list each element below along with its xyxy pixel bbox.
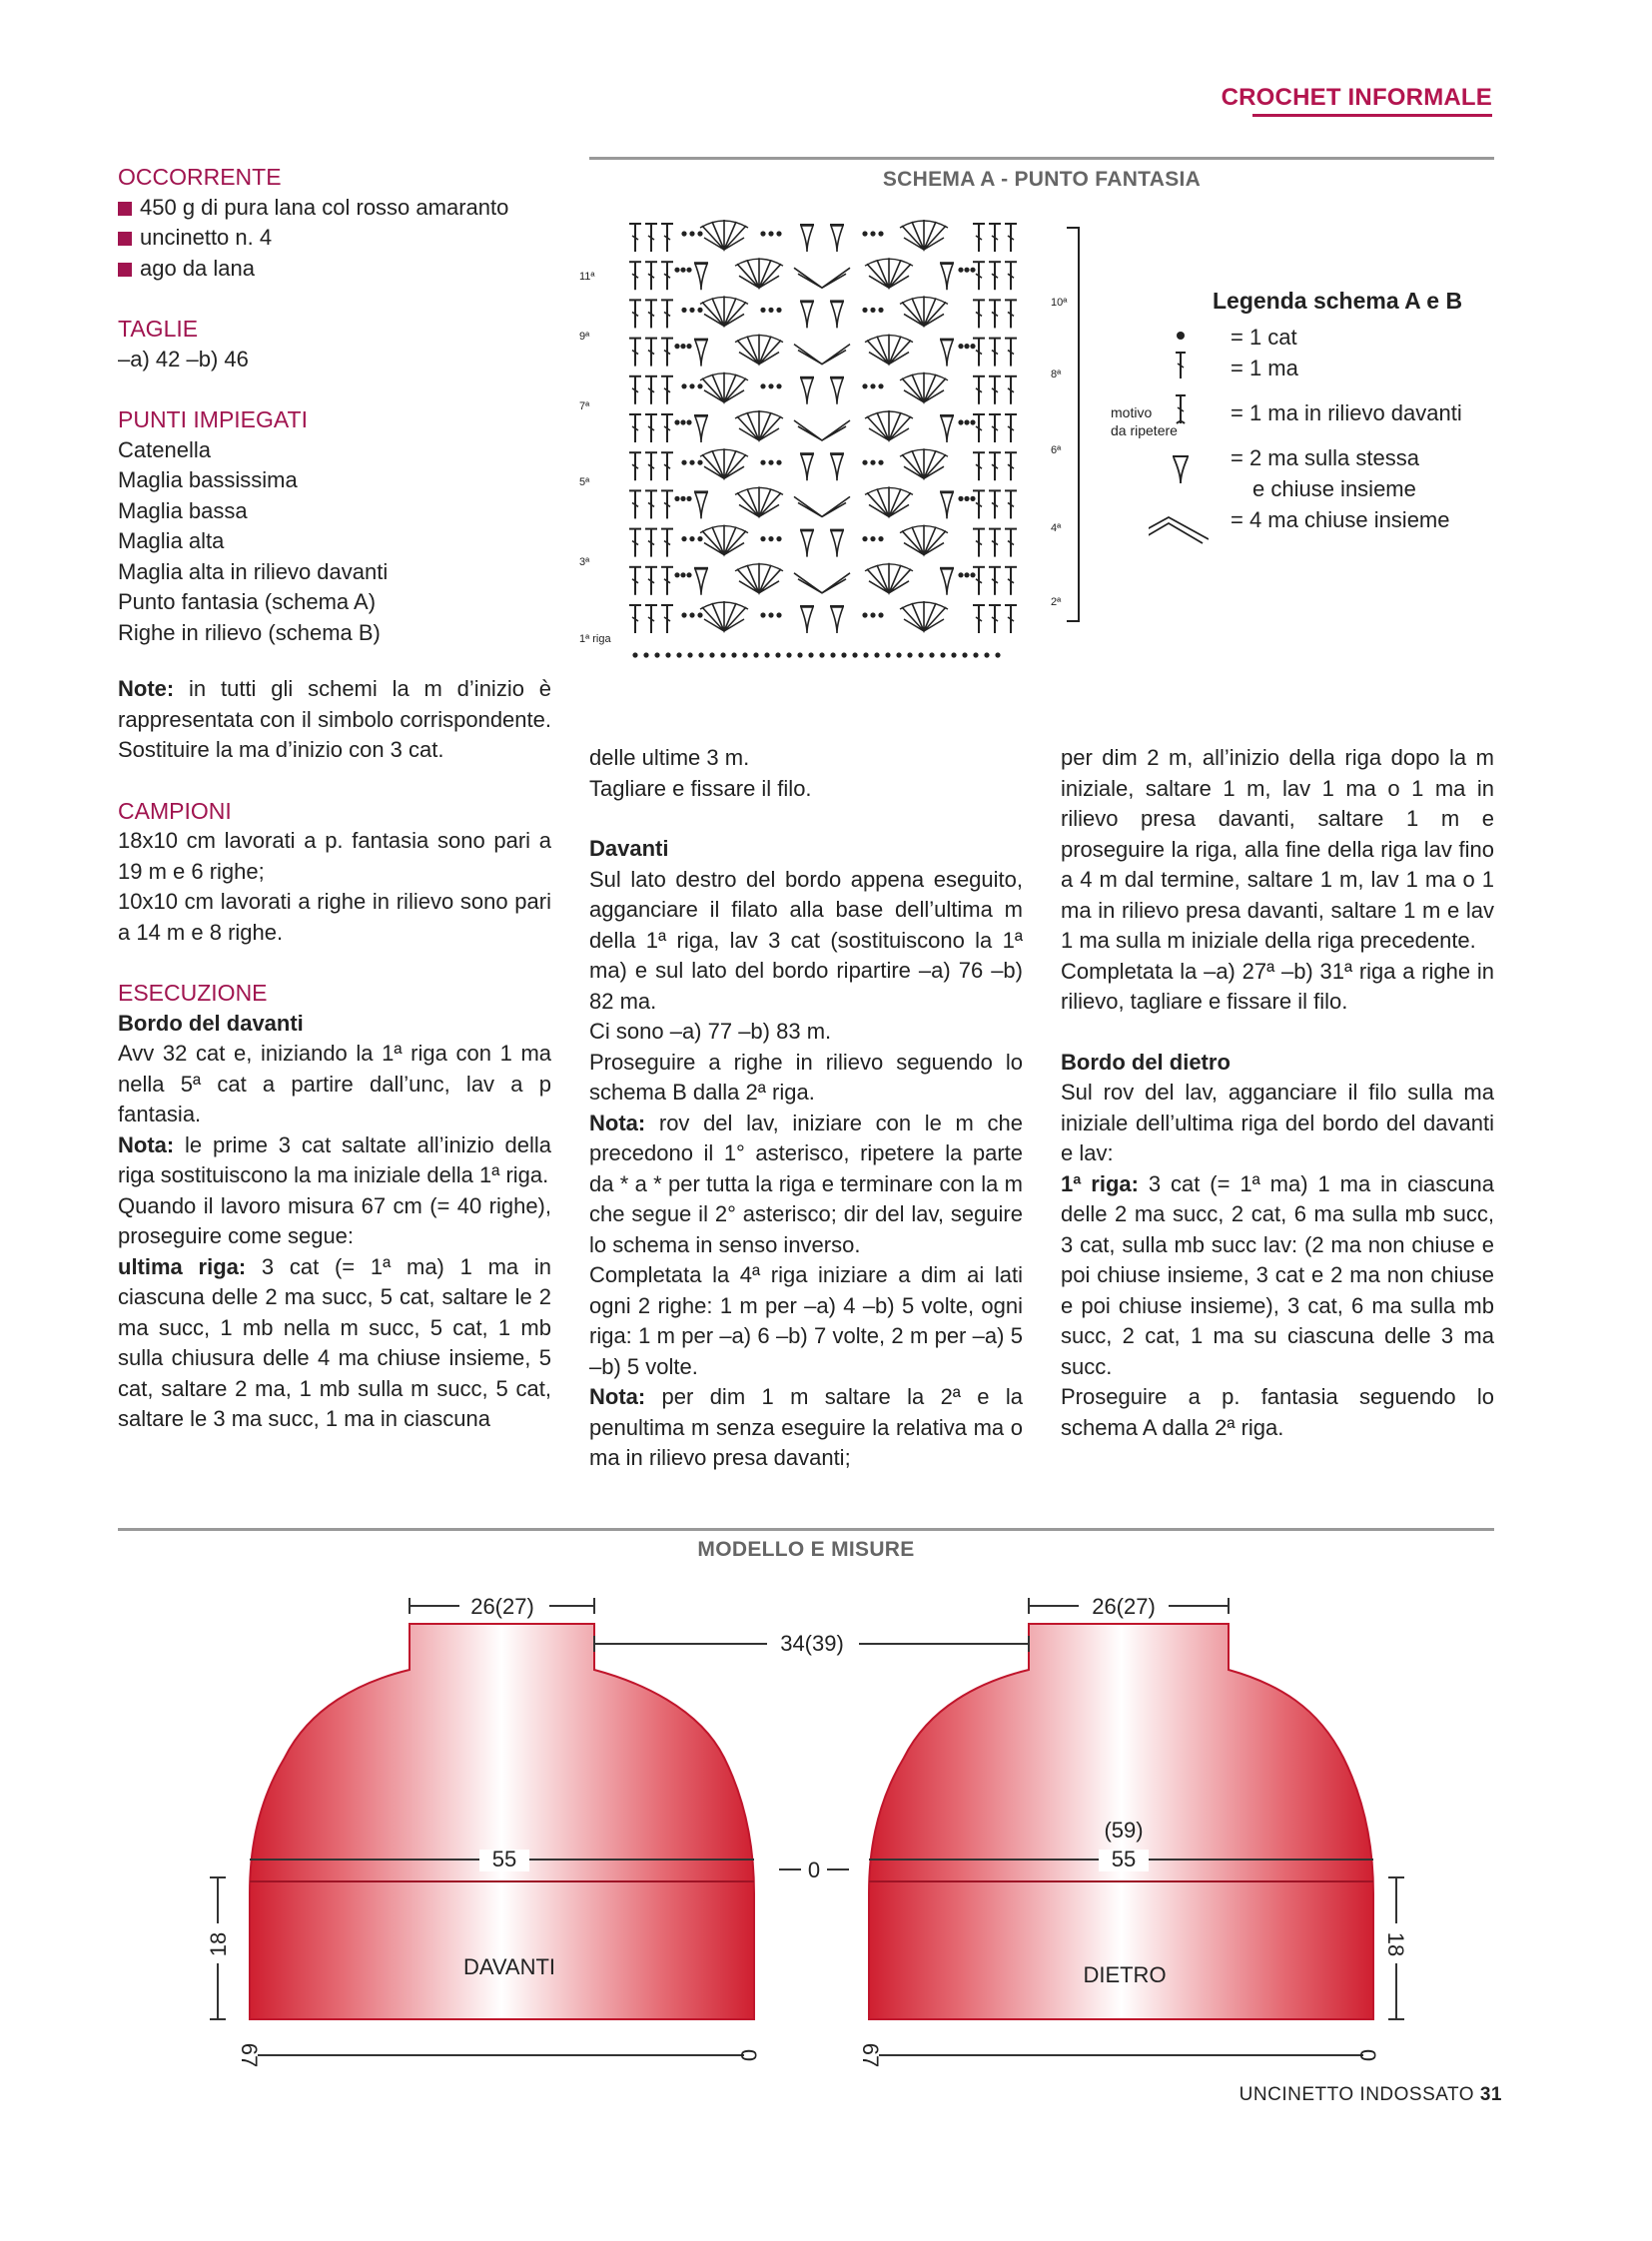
schema-title: SCHEMA A - PUNTO FANTASIA [882,168,1202,191]
materials-item: 450 g di pura lana col rosso amaranto [118,193,551,224]
model-title: MODELLO E MISURE [697,1538,915,1561]
execution-subtitle: Bordo del davanti [118,1010,304,1036]
execution-title: ESECUZIONE [118,980,268,1006]
legend-items [1231,322,1462,535]
legend-title: Legenda schema A e B [1213,288,1463,314]
front-post-icon [1176,395,1186,423]
row-label: 4ª [1051,522,1062,534]
border-back-measure: 18 [1383,1931,1408,1957]
col3-p2: Completata la –a) 27ª –b) 31ª riga a righe in rilievo, tagliare e fissare il filo. [1061,958,1494,1014]
stitch-item: Righe in rilievo (schema B) [118,619,381,645]
shoulder-measure: 34(39) [780,1631,844,1656]
garment-diagram [0,1578,1652,2097]
row-label: 6ª [1051,444,1062,456]
row-label: 8ª [1051,369,1062,380]
row-label: 2ª [1051,596,1062,608]
stitch-item: Maglia alta in rilievo davanti [118,558,389,584]
header-rule [1252,114,1492,117]
treble-icon [1176,353,1186,378]
column-1 [118,162,551,1435]
repeat-label: motivo da ripetere [1111,404,1178,438]
legend-item: = 2 ma sulla stessa [1231,445,1419,470]
legend [1213,288,1462,321]
col2-subtitle: Davanti [589,836,669,861]
stitch-item: Maglia bassissima [118,467,298,492]
column-2 [589,743,1023,1474]
notes-paragraph: Note: in tutti gli schemi la m d’inizio è rappresentata con il simbolo corrispondente. Sostituire la ma d’inizio con 3 cat. [118,676,551,762]
stitches-title: PUNTI IMPIEGATI [118,406,308,432]
legend-item: = 4 ma chiuse insieme [1231,507,1450,532]
stitch-chart [579,210,1099,679]
legend-item: = 1 ma [1231,356,1298,380]
row-label: 10ª [1051,297,1068,309]
row-label: 9ª [579,331,590,343]
gauge-title: CAMPIONI [118,797,232,824]
width-front-measure: 55 [491,1847,517,1871]
col2-p4: Completata la 4ª riga iniziare a dim ai lati ogni 2 righe: 1 m per –a) 4 –b) 5 volte, ogni riga: 1 m per –a) 6 –b) 7 volte, 2 m per –a) 5 –b) 5 volte. [589,1262,1023,1379]
col2-cont: delle ultime 3 m. [589,745,750,770]
bullet-icon [118,202,132,216]
front-label: DAVANTI [462,1954,556,1979]
execution-last-row: ultima riga: 3 cat (= 1ª ma) 1 ma in ciascuna delle 2 ma succ, 5 cat, saltare le 2 ma succ, 1 mb nella m succ, 5 cat, 1 mb sulla chiusura delle 4 ma chiuse insieme, 5 cat, saltare 2 ma, 1 mb sulla m succ, 5 cat, saltare le 3 ma succ, 1 ma in ciascuna [118,1253,552,1431]
legend-item: = 1 ma in rilievo davanti [1231,400,1462,425]
row-label: 7ª [579,400,590,412]
col2-p3: Proseguire a righe in rilievo seguendo lo schema B dalla 2ª riga. [589,1049,1023,1105]
materials-title: OCCORRENTE [118,164,282,190]
width-back-measure: 55 [1111,1847,1137,1871]
bullet-icon [118,232,132,246]
col2-p2: Ci sono –a) 77 –b) 83 m. [589,1019,832,1044]
section-header: CROCHET INFORMALE [1221,84,1492,111]
stitch-item: Punto fantasia (schema A) [118,589,377,614]
sizes-title: TAGLIE [118,316,199,342]
row-label: 3ª [579,556,590,568]
zero-mid-measure: 0 [807,1858,821,1882]
stitch-item: Catenella [118,436,211,462]
model-rule [118,1528,1494,1531]
length-front-start: 67 [237,2042,262,2068]
legend-item: e chiuse insieme [1252,476,1416,501]
col3-p1: per dim 2 m, all’inizio della riga dopo la m iniziale, saltare 1 m, lav 1 ma o 1 ma in rilievo presa davanti, saltare 1 m e proseguire la riga, alla fine della riga lav fino a 4 m dal termine, saltare 1 m, lav 1 ma o 1 ma in rilievo presa davanti, saltare 1 m e lav 1 ma sulla m iniziale della riga precedente. [1061,745,1494,953]
sizes-value: –a) 42 –b) 46 [118,346,249,372]
row-label: 1ª riga [579,633,611,645]
cluster-icon [1173,456,1189,483]
bullet-icon [118,263,132,277]
col2-nota2: Nota: per dim 1 m saltare la 2ª e la penultima m senza eseguire la relativa ma o ma in rilievo presa davanti; [589,1384,1023,1470]
materials-item: ago da lana [118,254,551,285]
col3-row1: 1ª riga: 3 cat (= 1ª ma) 1 ma in ciascuna delle 2 ma succ, 2 cat, 6 ma sulla mb succ, 3 cat, sulla mb succ lav: (2 ma non chiuse e poi chiuse insieme, 3 cat e 2 ma non chiuse e poi chiuse insieme), 3 cat, 6 ma sulla mb succ, 2 cat, 1 ma su ciascuna delle 3 ma succ. [1061,1170,1494,1379]
length-front-end: 0 [736,2048,761,2062]
border-front-measure: 18 [206,1931,231,1957]
width-back-alt-measure: (59) [1104,1818,1144,1843]
row-label: 11ª [579,271,595,283]
schema-rule [589,157,1494,160]
neck-back-measure: 26(27) [1092,1594,1156,1619]
back-label: DIETRO [1083,1962,1167,1987]
col3-subtitle: Bordo del dietro [1061,1049,1231,1075]
col3-p3: Sul rov del lav, agganciare il filo sulla ma iniziale dell’ultima riga del bordo del davanti e lav: [1061,1080,1494,1165]
stitch-item: Maglia bassa [118,497,248,523]
execution-p1: Avv 32 cat e, iniziando la 1ª riga con 1 ma nella 5ª cat a partire dall’unc, lav a p fantasia. [118,1041,551,1126]
four-cluster-icon [1149,517,1209,543]
legend-symbols [1149,320,1209,559]
execution-nota: Nota: le prime 3 cat saltate all’inizio della riga sostituiscono la ma iniziale della 1ª riga. [118,1131,551,1187]
col2-cut: Tagliare e fissare il filo. [589,775,812,801]
stitch-item: Maglia alta [118,528,225,553]
col3-p4: Proseguire a p. fantasia seguendo lo schema A dalla 2ª riga. [1061,1384,1494,1440]
execution-p2: Quando il lavoro misura 67 cm (= 40 righe), proseguire come segue: [118,1192,551,1248]
legend-item: = 1 cat [1231,325,1297,350]
gauge-line-2: 10x10 cm lavorati a righe in rilievo sono pari a 14 m e 8 righe. [118,889,551,945]
neck-front-measure: 26(27) [470,1594,534,1619]
column-3 [1061,743,1494,1443]
row-label: 5ª [579,476,590,488]
length-back-end: 0 [1355,2048,1380,2062]
length-back-start: 67 [858,2042,883,2068]
col2-p1: Sul lato destro del bordo appena eseguito, agganciare il filato alla base dell’ultima m della 1ª riga, lav 3 cat (sostituiscono la 1ª ma) e sul lato del bordo ripartire –a) 76 –b) 82 ma. [589,866,1023,1014]
gauge-line-1: 18x10 cm lavorati a p. fantasia sono pari a 19 m e 6 righe; [118,828,551,884]
col2-nota1: Nota: rov del lav, iniziare con le m che precedono il 1° asterisco, ripetere la parte da * a * per tutta la riga e terminare con la m che segue il 2° asterisco; dir del lav, seguire lo schema in senso inverso. [589,1110,1023,1257]
page-footer: UNCINETTO INDOSSATO 31 [1239,2084,1502,2105]
materials-item: uncinetto n. 4 [118,223,551,254]
